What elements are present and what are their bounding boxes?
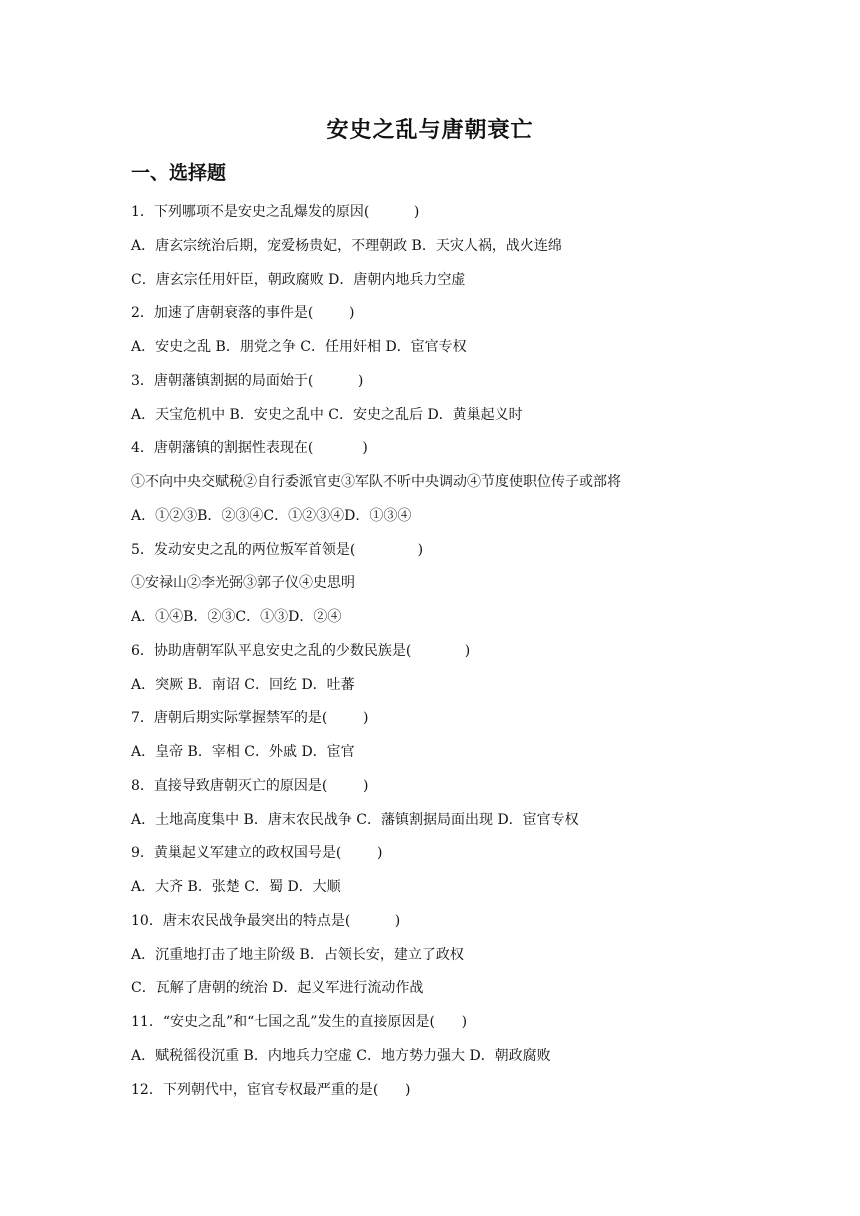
question-line: A．①④B．②③C．①③D．②④	[131, 609, 342, 625]
question-line: 11．“安史之乱”和“七国之乱”发生的直接原因是( )	[131, 1014, 468, 1030]
question-line: A．皇帝 B．宰相 C．外戚 D．宦官	[131, 744, 355, 760]
question-line: 9．黄巢起义军建立的政权国号是( )	[131, 845, 383, 862]
question-line: A．①②③B．②③④C．①②③④D．①③④	[131, 507, 412, 524]
question-line: 6．协助唐朝军队平息安史之乱的少数民族是( )	[131, 642, 471, 659]
question-line: 5．发动安史之乱的两位叛军首领是( )	[131, 541, 424, 558]
document-title: 安史之乱与唐朝衰亡	[326, 117, 534, 143]
question-line: ①不向中央交赋税②自行委派官吏③军队不听中央调动④节度使职位传子或部将	[131, 474, 621, 490]
question-line: C．唐玄宗任用奸臣，朝政腐败 D．唐朝内地兵力空虚	[131, 271, 466, 288]
question-line: A．沉重地打击了地主阶级 B．占领长安，建立了政权	[131, 946, 464, 963]
question-line: A．突厥 B．南诏 C．回纥 D．吐蕃	[131, 676, 355, 693]
question-line: 12．下列朝代中，宦官专权最严重的是( )	[131, 1081, 411, 1098]
question-line: 10．唐末农民战争最突出的特点是( )	[131, 912, 401, 929]
question-line: A．赋税徭役沉重 B．内地兵力空虚 C．地方势力强大 D．朝政腐败	[131, 1047, 551, 1064]
question-line: A．唐玄宗统治后期，宠爱杨贵妃，不理朝政 B．天灾人祸，战火连绵	[131, 237, 562, 254]
question-line: 1．下列哪项不是安史之乱爆发的原因( )	[131, 204, 420, 220]
question-line: 8．直接导致唐朝灭亡的原因是( )	[131, 777, 369, 794]
question-line: C．瓦解了唐朝的统治 D．起义军进行流动作战	[131, 980, 424, 997]
question-line: 2．加速了唐朝衰落的事件是( )	[131, 305, 355, 322]
question-list	[131, 200, 811, 1111]
question-line: ①安禄山②李光弼③郭子仪④史思明	[131, 575, 355, 592]
question-line: A．土地高度集中 B．唐末农民战争 C．藩镇割据局面出现 D．宦官专权	[131, 811, 579, 828]
question-line: A．大齐 B．张楚 C．蜀 D．大顺	[131, 879, 341, 895]
question-line: 3．唐朝藩镇割据的局面始于( )	[131, 372, 364, 389]
question-line: 4．唐朝藩镇的割据性表现在( )	[131, 440, 368, 457]
question-line: A．安史之乱 B．朋党之争 C．任用奸相 D．宦官专权	[131, 339, 467, 355]
section-heading: 一、选择题	[131, 162, 227, 184]
question-line: 7．唐朝后期实际掌握禁军的是( )	[131, 710, 369, 727]
question-line: A．天宝危机中 B．安史之乱中 C．安史之乱后 D．黄巢起义时	[131, 406, 523, 423]
